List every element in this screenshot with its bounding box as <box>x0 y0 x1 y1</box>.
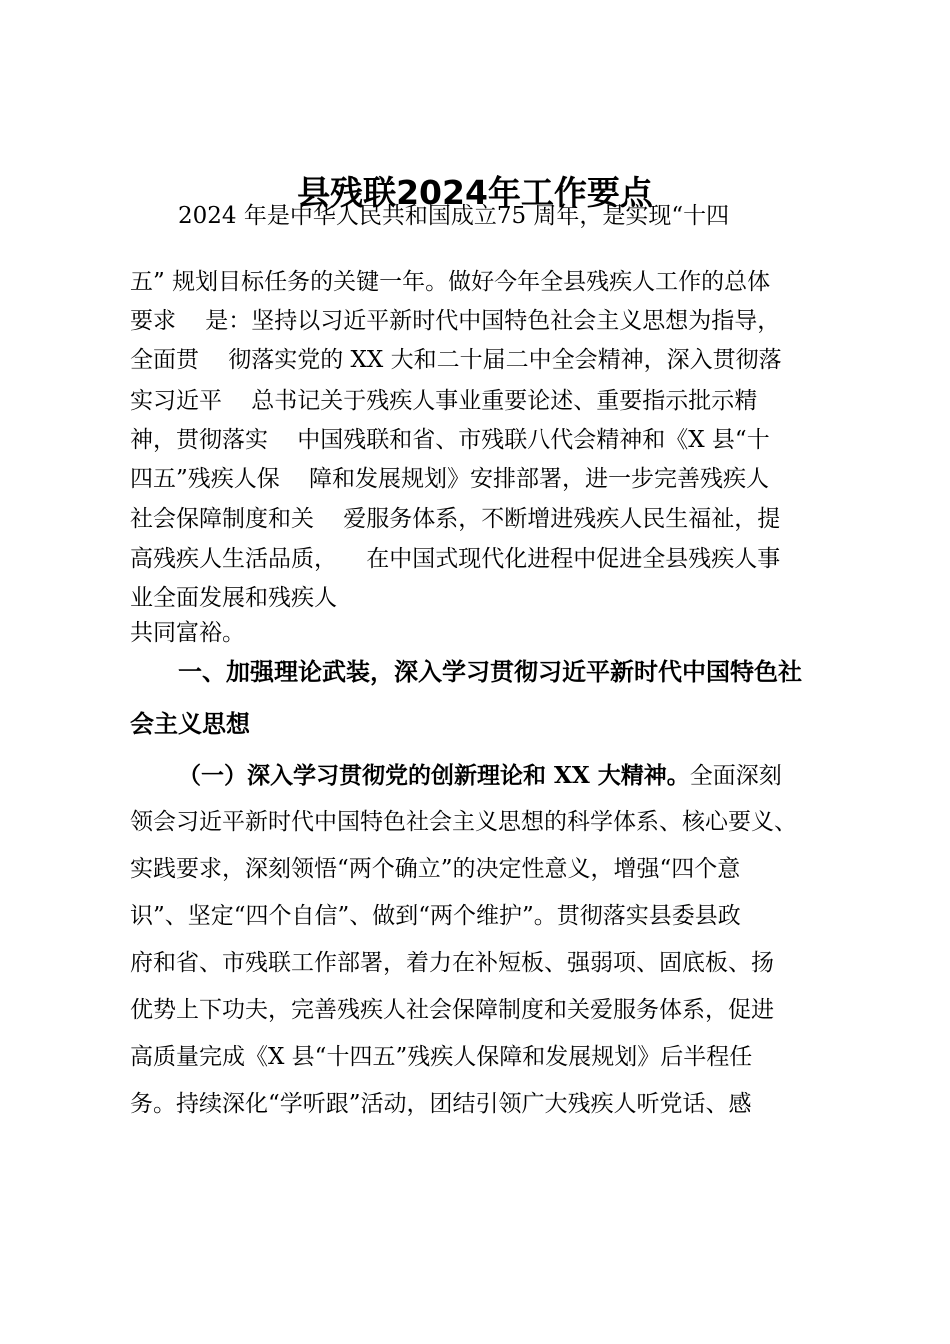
section-heading: 一、加强理论武装，深入学习贯彻习近平新时代中国特色社 <box>178 658 802 686</box>
intro-line: 实习近平 总书记关于残疾人事业重要论述、重要指示批示精 <box>130 388 758 414</box>
intro-line: 四五”残疾人保 障和发展规划》安排部署，进一步完善残疾人 <box>130 466 770 492</box>
item-first-line-rest: 全面深刻 <box>689 763 782 789</box>
intro-line: 共同富裕。 <box>130 620 245 646</box>
item-line: 实践要求，深刻领悟“两个确立”的决定性意义，增强“四个意 <box>130 856 741 882</box>
intro-line: 社会保障制度和关 爱服务体系，不断增进残疾人民生福祉，提 <box>130 506 781 532</box>
intro-line: 五” 规划目标任务的关键一年。做好今年全县残疾人工作的总体 <box>130 269 771 295</box>
intro-line: 高残疾人生活品质， 在中国式现代化进程中促进全县残疾人事 <box>130 546 781 572</box>
item-line: 领会习近平新时代中国特色社会主义思想的科学体系、核心要义、 <box>130 809 797 835</box>
item-line: 识”、坚定“四个自信”、做到“两个维护”。贯彻落实县委县政 <box>130 903 741 929</box>
intro-line: 全面贯 彻落实党的 XX 大和二十届二中全会精神，深入贯彻落 <box>130 347 782 373</box>
item-bold-lead: （一）深入学习贯彻党的创新理论和 XX 大精神。 <box>178 762 690 789</box>
intro-line: 2024 年是中华人民共和国成立75 周年，是实现“十四 <box>178 203 730 229</box>
item-line: 优势上下功夫，完善残疾人社会保障制度和关爱服务体系，促进 <box>130 997 774 1023</box>
intro-line: 要求 是：坚持以习近平新时代中国特色社会主义思想为指导， <box>130 308 781 334</box>
item-first-line <box>178 760 782 792</box>
document-title: 县残联2024年工作要点 <box>297 173 653 212</box>
item-line: 府和省、市残联工作部署，着力在补短板、强弱项、固底板、扬 <box>130 950 774 976</box>
intro-line: 业全面发展和残疾人 <box>130 585 337 611</box>
section-heading-continued: 会主义思想 <box>130 710 250 738</box>
intro-line: 神，贯彻落实 中国残联和省、市残联八代会精神和《X 县“十 <box>130 427 770 453</box>
item-line: 务。持续深化“学听跟”活动，团结引领广大残疾人听党话、感 <box>130 1091 752 1117</box>
item-line: 高质量完成《X 县“十四五”残疾人保障和发展规划》后半程任 <box>130 1044 753 1070</box>
